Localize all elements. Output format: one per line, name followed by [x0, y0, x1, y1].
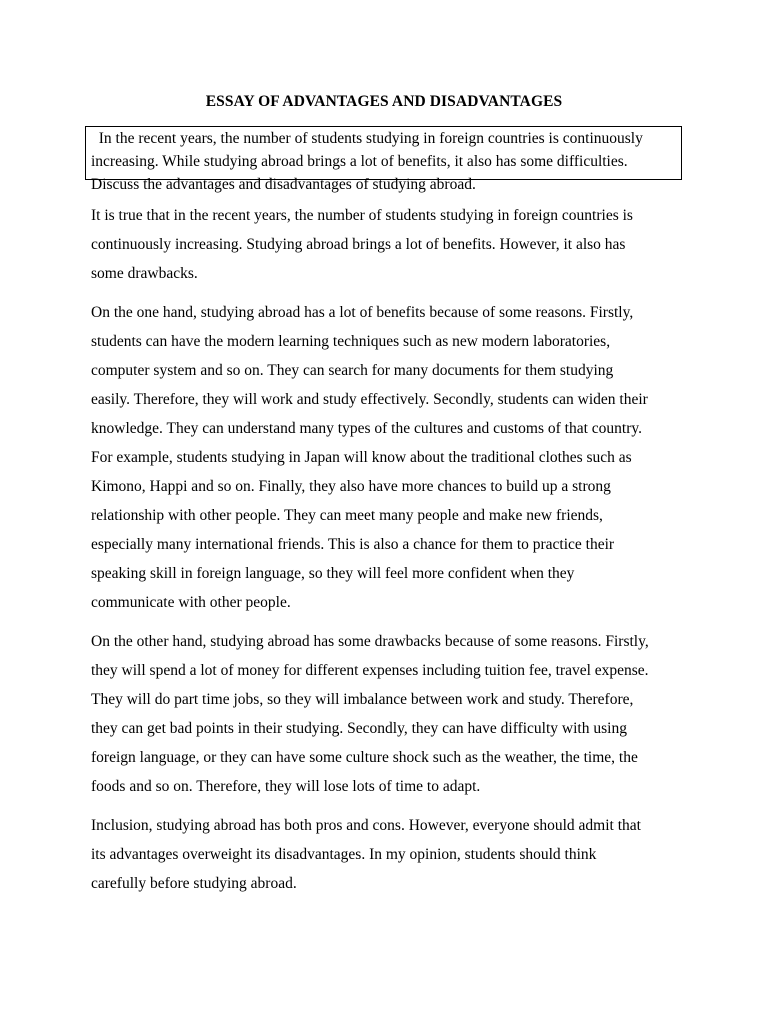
text-line: communicate with other people.: [91, 594, 291, 611]
text-line: speaking skill in foreign language, so they will feel more confident when they: [91, 565, 575, 582]
prompt-line: In the recent years, the number of students studying in foreign countries is continuously: [91, 130, 643, 147]
prompt-text: [91, 127, 675, 196]
text-line: continuously increasing. Studying abroad brings a lot of benefits. However, it also has: [91, 236, 626, 253]
text-line: carefully before studying abroad.: [91, 875, 297, 892]
text-line: Kimono, Happi and so on. Finally, they also have more chances to build up a strong: [91, 478, 611, 495]
paragraph-introduction: [91, 201, 686, 288]
text-line: they will spend a lot of money for different expenses including tuition fee, travel expense.: [91, 662, 649, 679]
paragraph-disadvantages: [91, 627, 686, 801]
essay-title: ESSAY OF ADVANTAGES AND DISADVANTAGES: [205, 93, 563, 110]
essay-prompt-box: [85, 126, 682, 193]
text-line: easily. Therefore, they will work and study effectively. Secondly, students can widen their: [91, 391, 648, 408]
text-line: For example, students studying in Japan will know about the traditional clothes such as: [91, 449, 632, 466]
paragraph-conclusion: [91, 811, 686, 898]
prompt-line: increasing. While studying abroad brings a lot of benefits, it also has some difficulties.: [91, 153, 628, 170]
text-line: knowledge. They can understand many types of the cultures and customs of that country.: [91, 420, 642, 437]
text-line: On the one hand, studying abroad has a lot of benefits because of some reasons. Firstly,: [91, 304, 634, 321]
prompt-line: Discuss the advantages and disadvantages of studying abroad.: [91, 176, 476, 193]
text-line: students can have the modern learning techniques such as new modern laboratories,: [91, 333, 611, 350]
paragraph-advantages: [91, 298, 686, 617]
text-line: relationship with other people. They can meet many people and make new friends,: [91, 507, 603, 524]
text-line: On the other hand, studying abroad has some drawbacks because of some reasons. Firstly,: [91, 633, 649, 650]
text-line: foods and so on. Therefore, they will lose lots of time to adapt.: [91, 778, 481, 795]
text-line: Inclusion, studying abroad has both pros and cons. However, everyone should admit that: [91, 817, 641, 834]
text-line: They will do part time jobs, so they will imbalance between work and study. Therefore,: [91, 691, 634, 708]
text-line: especially many international friends. This is also a chance for them to practice their: [91, 536, 615, 553]
text-line: its advantages overweight its disadvantages. In my opinion, students should think: [91, 846, 597, 863]
text-line: foreign language, or they can have some culture shock such as the weather, the time, the: [91, 749, 638, 766]
text-line: It is true that in the recent years, the number of students studying in foreign countries is: [91, 207, 633, 224]
text-line: some drawbacks.: [91, 265, 198, 282]
text-line: computer system and so on. They can search for many documents for them studying: [91, 362, 614, 379]
text-line: they can get bad points in their studying. Secondly, they can have difficulty with using: [91, 720, 627, 737]
